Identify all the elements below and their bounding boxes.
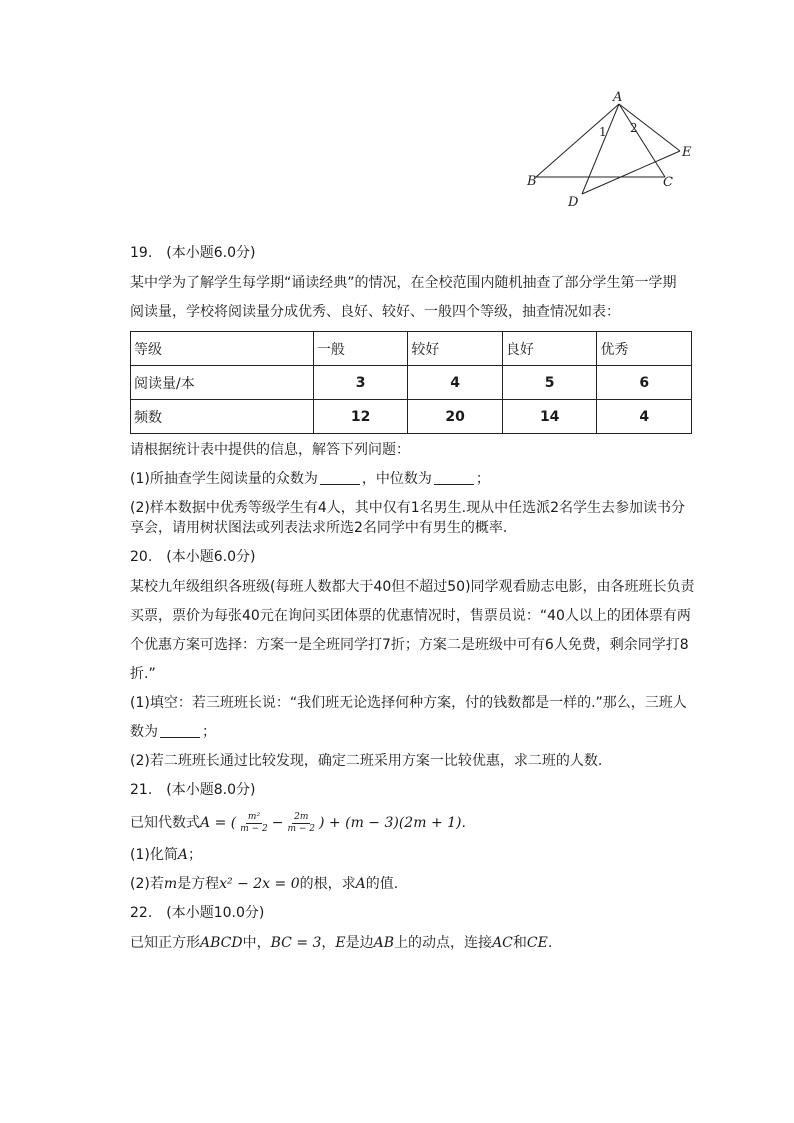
- q20-part1-line2: [130, 722, 692, 742]
- label-angle-1: 1: [599, 125, 607, 139]
- math-AB: AB: [373, 935, 395, 951]
- fraction-2-denominator: m − 2: [287, 823, 316, 834]
- q19-stats-table: [130, 331, 692, 434]
- q22-text: 是边: [345, 935, 374, 951]
- q20-part1-text: 数为: [130, 724, 158, 740]
- triangle-diagram: [515, 88, 705, 213]
- q22-body: [130, 933, 692, 953]
- q19-prompt: 请根据统计表中提供的信息，解答下列问题：: [130, 442, 410, 458]
- label-C: C: [663, 175, 673, 190]
- q20-body-line4: 折.”: [130, 666, 156, 682]
- q19-intro-line2: 阅读量，学校将阅读量分成优秀、良好、较好、一般四个等级，抽查情况如表：: [130, 304, 620, 320]
- q21-minus: −: [271, 815, 284, 831]
- q22-text: ，: [321, 935, 336, 951]
- q20-body-line3: 个优惠方案可选择：方案一是全班同学打7折；方案二是班级中可有6人免费，剩余同学打8: [130, 637, 689, 653]
- frequency-cell: 4: [597, 400, 692, 434]
- grade-cell: 优秀: [597, 332, 692, 366]
- q20-body-line2: 买票，票价为每张40元在询问买团体票的优惠情况时，售票员说：“40人以上的团体票有两: [130, 608, 691, 624]
- q21-end: .: [461, 815, 466, 831]
- table-row: [131, 332, 692, 366]
- q19-part1-text: ，中位数为: [361, 471, 432, 487]
- q20-body-line1: 某校九年级组织各班级(每班人数都大于40但不超过50)同学观看励志电影，由各班班长负责: [130, 579, 695, 595]
- grade-cell: 一般: [313, 332, 408, 366]
- q20-part1-line1: (1)填空：若三班班长说：“我们班无论选择何种方案，付的钱数都是一样的.”那么，三班人: [130, 695, 687, 711]
- label-A: A: [613, 90, 623, 105]
- reading-cell: 5: [502, 366, 597, 400]
- frequency-cell: 14: [502, 400, 597, 434]
- q21-part2-text: (2)若: [130, 876, 164, 892]
- segment-AC: [619, 104, 665, 177]
- answer-blank: [434, 470, 474, 485]
- q19-part1-text: (1)所抽查学生阅读量的众数为: [130, 471, 318, 487]
- q21-part2: [130, 874, 692, 894]
- label-angle-2: 2: [630, 121, 638, 135]
- math-BC: BC = 3: [270, 935, 322, 951]
- equation: x² − 2x = 0: [219, 876, 300, 892]
- frequency-cell: 12: [313, 400, 408, 434]
- q21-part1: [130, 845, 692, 865]
- fraction-1: [238, 812, 270, 835]
- segment-AE: [619, 104, 680, 151]
- math-E: E: [335, 935, 346, 951]
- q22-text: 已知正方形: [130, 935, 200, 951]
- math-AC: AC: [492, 935, 513, 951]
- grade-cell: 较好: [408, 332, 503, 366]
- answer-blank: [320, 470, 360, 485]
- q19-intro-line1: 某中学为了解学生每学期“诵读经典”的情况，在全校范围内随机抽查了部分学生第一学期: [130, 275, 677, 291]
- var-A: A: [200, 815, 211, 831]
- q21-part2-text: 的根，求: [299, 876, 356, 892]
- var-m: m: [163, 876, 178, 892]
- math-ABCD: ABCD: [200, 935, 243, 951]
- var-A: A: [355, 876, 366, 892]
- q21-part1-text: (1)化简: [130, 847, 178, 863]
- row-label-grade: 等级: [131, 332, 314, 366]
- var-A: A: [177, 847, 188, 863]
- math-CE: CE: [526, 935, 548, 951]
- q21-part2-text: 是方程: [177, 876, 220, 892]
- row-label-reading: 阅读量/本: [131, 366, 314, 400]
- frequency-cell: 20: [408, 400, 503, 434]
- table-row: [131, 400, 692, 434]
- q22-text: 和: [512, 935, 527, 951]
- reading-cell: 4: [408, 366, 503, 400]
- q20-part2: (2)若二班班长通过比较发现，确定二班采用方案一比较优惠，求二班的人数.: [130, 753, 603, 769]
- reading-cell: 6: [597, 366, 692, 400]
- table-row: [131, 366, 692, 400]
- q20-header: 20. (本小题6.0分): [130, 549, 256, 565]
- q19-part1: [130, 469, 692, 489]
- q22-text: 上的动点，连接: [394, 935, 493, 951]
- label-D: D: [568, 195, 579, 210]
- triangle-figure: [515, 88, 705, 213]
- page-content: [130, 243, 695, 962]
- q19-header: 19. (本小题6.0分): [130, 245, 256, 261]
- segment-AB: [536, 104, 619, 177]
- q20-part1-text: ；: [202, 724, 216, 740]
- label-B: B: [527, 174, 537, 189]
- q22-header: 22. (本小题10.0分): [130, 905, 265, 921]
- q21-lead: 已知代数式: [130, 815, 200, 831]
- q21-part2-text: 的值.: [365, 876, 399, 892]
- q21-tail: ) + (m − 3)(2m + 1): [319, 815, 462, 831]
- fraction-1-numerator: m²: [247, 811, 261, 822]
- label-E: E: [682, 145, 692, 160]
- q21-expression: [130, 810, 692, 836]
- fraction-1-denominator: m − 2: [240, 823, 268, 834]
- fraction-2-numerator: 2m: [294, 811, 309, 822]
- row-label-frequency: 频数: [131, 400, 314, 434]
- reading-cell: 3: [313, 366, 408, 400]
- q22-text: 中，: [242, 935, 271, 951]
- q21-eq: = (: [210, 815, 237, 831]
- q21-header: 21. (本小题8.0分): [130, 782, 256, 798]
- grade-cell: 良好: [502, 332, 597, 366]
- q22-text: .: [547, 935, 553, 951]
- q19-part1-text: ；: [475, 471, 490, 487]
- q19-part2: (2)样本数据中优秀等级学生有4人，其中仅有1名男生.现从中任选派2名学生去参加读书分享会，请用树状图法或列表法求所选2名同学中有男生的概率.: [130, 500, 686, 536]
- q21-part1-text: ；: [187, 847, 202, 863]
- fraction-2: [285, 812, 317, 835]
- answer-blank: [160, 723, 200, 738]
